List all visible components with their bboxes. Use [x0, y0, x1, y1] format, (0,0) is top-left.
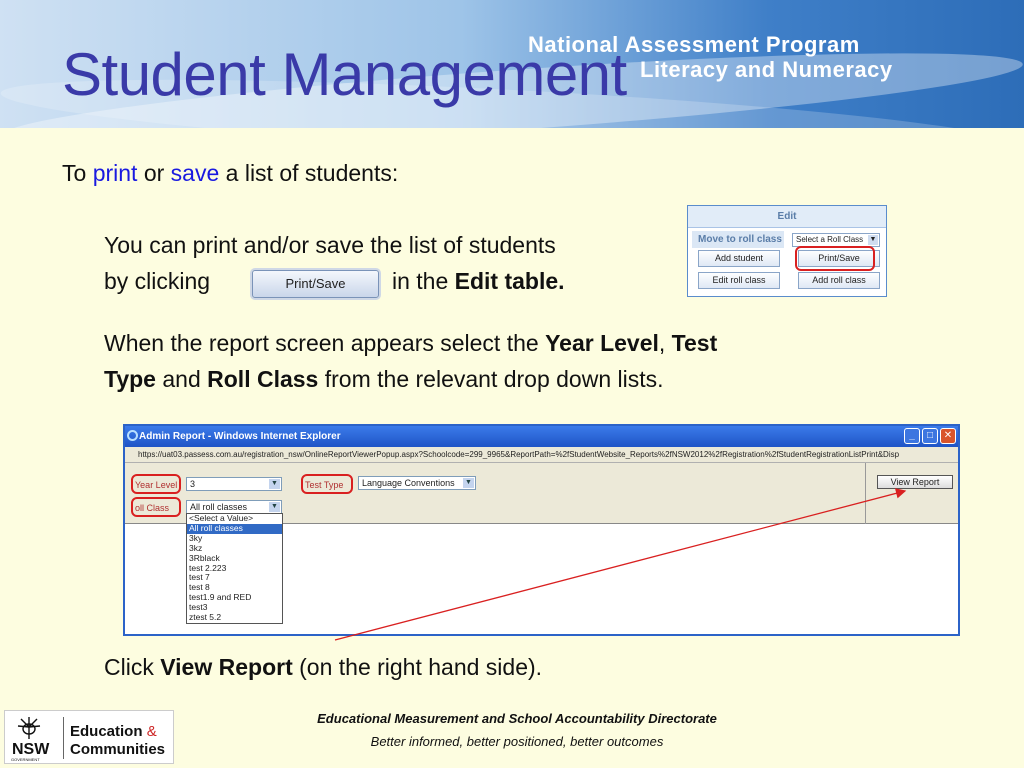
para1-in-the: in the	[392, 268, 449, 294]
view-report-button[interactable]: View Report	[877, 475, 953, 489]
roll-class-option[interactable]: <Select a Value>	[189, 513, 254, 523]
chevron-down-icon: ▼	[269, 479, 280, 489]
roll-class-option[interactable]: test 2.223	[189, 562, 227, 573]
intro-print-word: print	[92, 160, 138, 186]
intro-rest: a list of students:	[225, 160, 399, 186]
print-save-button[interactable]: Print/Save	[798, 250, 880, 267]
program-title-line2: Literacy and Numeracy	[640, 57, 893, 82]
para2-text: When the report screen appears select the	[104, 330, 539, 356]
para2-and: and	[162, 366, 201, 392]
click-word: Click	[104, 654, 154, 680]
roll-class-select-value: Select a Roll Class	[796, 235, 864, 244]
add-student-button[interactable]: Add student	[698, 250, 780, 267]
para2-roll-class: Roll Class	[207, 366, 319, 392]
intro-to: To	[62, 160, 87, 186]
roll-class-option[interactable]: 3kz	[189, 542, 203, 553]
intro-or: or	[143, 160, 165, 186]
arrow-line	[335, 491, 905, 640]
edit-table-header: Edit	[688, 206, 886, 228]
logo-communities: Communities	[70, 741, 166, 758]
browser-title: Admin Report - Windows Internet Explorer	[139, 431, 341, 442]
test-type-value: Language Conventions	[362, 478, 455, 488]
chevron-down-icon: ▼	[463, 478, 474, 488]
print-save-button-image: Print/Save	[252, 270, 379, 298]
para2-comma: ,	[658, 330, 666, 356]
chevron-down-icon: ▼	[869, 236, 877, 243]
logo-government: GOVERNMENT	[11, 757, 40, 762]
roll-class-option[interactable]: test1.9 and RED	[189, 592, 252, 603]
para1-by-clicking: by clicking	[104, 268, 211, 294]
click-view-report: View Report	[160, 654, 293, 680]
roll-class-value: All roll classes	[190, 502, 248, 512]
edit-roll-class-button[interactable]: Edit roll class	[698, 272, 780, 289]
chevron-down-icon: ▼	[269, 502, 280, 512]
footer-tagline: Better informed, better positioned, better outcomes	[370, 734, 664, 749]
roll-class-option[interactable]: test3	[189, 602, 208, 613]
click-rest: (on the right hand side).	[299, 654, 543, 680]
year-level-label: Year Level	[135, 480, 178, 490]
intro-save-word: save	[170, 160, 220, 186]
roll-class-option[interactable]: All roll classes	[187, 524, 282, 534]
roll-class-option[interactable]: 3Rblack	[189, 552, 220, 563]
address-url: https://uat03.passess.com.au/registration_nsw/OnlineReportViewerPopup.aspx?Schoolcode=299_9965&ReportPath=%2fStudentWebsite_Reports%2fNSW2012%2fRegistration%2fStudentRegistrationListPrint&Disp	[138, 450, 900, 459]
roll-class-option[interactable]: test 7	[189, 572, 210, 583]
logo-ampersand: &	[146, 723, 157, 740]
para1-line1: You can print and/or save the list of students	[104, 232, 556, 258]
program-title-line1: National Assessment Program	[528, 32, 860, 57]
roll-class-option[interactable]: 3ky	[189, 532, 203, 543]
close-icon[interactable]: ✕	[940, 428, 956, 444]
roll-class-option[interactable]: test 8	[189, 582, 210, 593]
logo-education-word: Education	[70, 723, 143, 740]
para2-type: Type	[104, 366, 156, 392]
roll-class-label: oll Class	[135, 503, 170, 513]
move-to-roll-class-label: Move to roll class	[692, 231, 784, 248]
footer-directorate: Educational Measurement and School Accountability Directorate	[317, 711, 717, 726]
logo-nsw: NSW	[12, 741, 50, 758]
para2-year-level: Year Level	[545, 330, 659, 356]
para1-edit-table: Edit table.	[454, 268, 565, 294]
para2-rest: from the relevant drop down lists.	[324, 366, 664, 392]
add-roll-class-button[interactable]: Add roll class	[798, 272, 880, 289]
maximize-icon[interactable]: □	[922, 428, 938, 444]
year-level-value: 3	[190, 479, 196, 489]
click-line	[104, 650, 542, 684]
minimize-icon[interactable]: _	[904, 428, 920, 444]
test-type-label: Test Type	[305, 480, 344, 490]
slide-title: Student Management	[62, 41, 627, 108]
roll-class-option[interactable]: ztest 5.2	[189, 612, 222, 623]
para2-test: Test	[671, 330, 718, 356]
